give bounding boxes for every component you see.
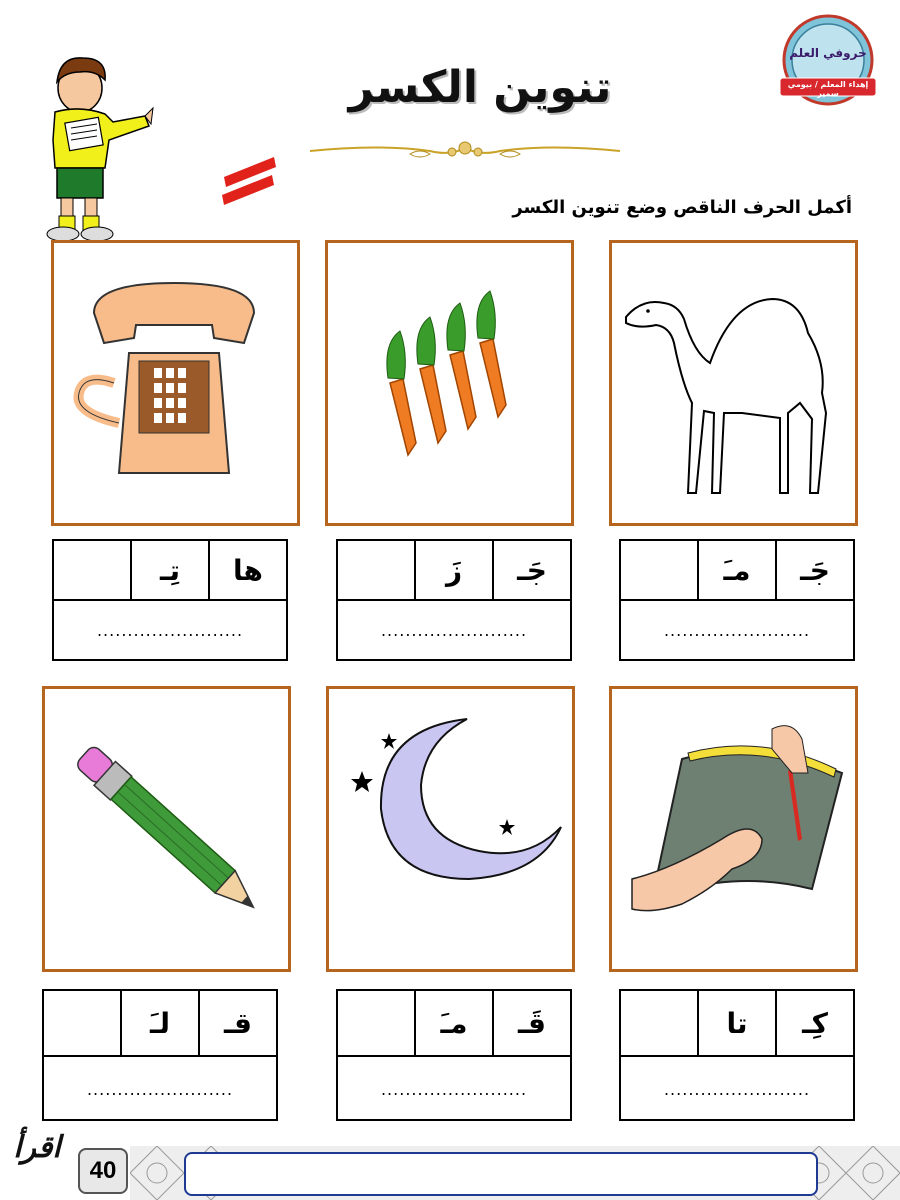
blank-letter-cell[interactable] [338, 541, 414, 599]
letter-cell: تا [697, 991, 775, 1055]
answer-box-carrots [336, 539, 572, 661]
page-number: 40 [78, 1148, 128, 1194]
letter-cells [621, 991, 853, 1057]
page-title: تنوين الكسر [348, 62, 612, 113]
publisher-badge [776, 12, 880, 112]
answer-box-telephone [52, 539, 288, 661]
answer-line[interactable]: ........................ [380, 620, 528, 640]
picture-frame-telephone [51, 240, 300, 526]
letter-cell: كِـ [775, 991, 853, 1055]
letter-cell: جَـ [492, 541, 570, 599]
instruction-text: أكمل الحرف الناقص وضع تنوين الكسر [512, 197, 852, 218]
pencil-icon [45, 689, 288, 969]
answer-line[interactable]: ........................ [96, 620, 244, 640]
answer-box-moon [336, 989, 572, 1121]
camel-icon [612, 243, 855, 523]
picture-frame-book [609, 686, 858, 972]
carrots-icon [328, 243, 571, 523]
blank-letter-cell[interactable] [621, 541, 697, 599]
letter-cell: مـَ [697, 541, 775, 599]
iqra-logo: اقرأ [13, 1130, 61, 1165]
letter-cells [338, 541, 570, 601]
blank-letter-cell[interactable] [44, 991, 120, 1055]
kasra-tanween-mark-icon [218, 145, 280, 205]
letter-cells [54, 541, 286, 601]
picture-frame-carrots [325, 240, 574, 526]
picture-frame-moon [326, 686, 575, 972]
letter-cell: قـ [198, 991, 276, 1055]
letter-cell: لـَ [120, 991, 198, 1055]
badge-caption: إهداء المعلم / بيومي سمير [787, 80, 869, 98]
answer-line[interactable]: ........................ [380, 1079, 528, 1099]
footer-name-box[interactable] [184, 1152, 818, 1196]
ornament-divider-icon [310, 136, 620, 166]
picture-frame-camel [609, 240, 858, 526]
letter-cell: جَـ [775, 541, 853, 599]
crescent-moon-icon [329, 689, 572, 969]
letter-cells [338, 991, 570, 1057]
blank-letter-cell[interactable] [338, 991, 414, 1055]
letter-cell: زَ [414, 541, 492, 599]
letter-cells [44, 991, 276, 1057]
letter-cell: مـَ [414, 991, 492, 1055]
letter-cell: تِـ [130, 541, 208, 599]
blank-letter-cell[interactable] [621, 991, 697, 1055]
book-icon [612, 689, 855, 969]
telephone-icon [54, 243, 297, 523]
picture-frame-pencil [42, 686, 291, 972]
answer-box-book [619, 989, 855, 1121]
badge-title: حروفي العلم [789, 46, 867, 60]
answer-box-camel [619, 539, 855, 661]
answer-line[interactable]: ........................ [663, 620, 811, 640]
answer-box-pencil [42, 989, 278, 1121]
answer-line[interactable]: ........................ [663, 1079, 811, 1099]
blank-letter-cell[interactable] [54, 541, 130, 599]
boy-reading-illustration [25, 50, 155, 245]
letter-cell: قَـ [492, 991, 570, 1055]
letter-cell: ها [208, 541, 286, 599]
answer-line[interactable]: ........................ [86, 1079, 234, 1099]
letter-cells [621, 541, 853, 601]
